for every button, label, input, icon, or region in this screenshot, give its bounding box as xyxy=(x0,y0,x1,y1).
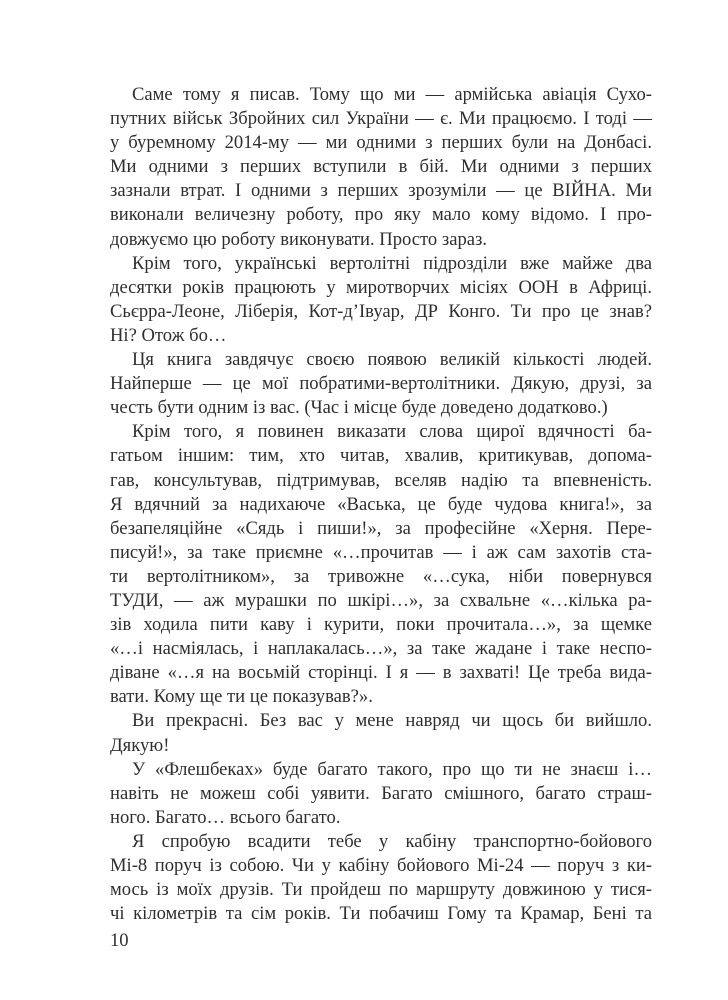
text-line: чі кілометрів та сім років. Ти побачиш Гому та Крамар, Бені та xyxy=(110,903,652,925)
paragraph xyxy=(110,830,652,926)
text-line: мось із моїх друзів. Ти пройдеш по маршруту довжиною у тися- xyxy=(110,879,652,901)
text-line: Крім того, я повинен виказати слова щирої вдячності ба- xyxy=(132,421,652,443)
text-line: писуй!», за таке приємне «…прочитав — і аж сам захотів ста- xyxy=(110,541,652,563)
text-line: ТУДИ, — аж мурашки по шкірі…», за схвальне «…кілька ра- xyxy=(110,589,652,611)
text-line: Я вдячний за надихаюче «Васька, це буде чудова книга!», за xyxy=(110,493,652,515)
text-line: честь бути одним із вас. (Час і місце буде доведено додатково.) xyxy=(110,397,608,419)
text-line: у буремному 2014-му — ми одними з перших були на Донбасі. xyxy=(110,132,652,154)
text-line: Крім того, українські вертолітні підрозділи вже майже два xyxy=(132,252,652,274)
text-line: зазнали втрат. І одними з перших зрозуміли — це ВІЙНА. Ми xyxy=(110,180,652,202)
text-line: Мі-8 поруч із собою. Чи у кабіну бойового Мі-24 — поруч з ки- xyxy=(110,855,652,876)
text-line: навіть не можеш собі уявити. Багато смішного, багато страш- xyxy=(110,782,652,804)
text-line: діване «…я на восьмій сторінці. І я — в захваті! Це треба вида- xyxy=(110,662,652,684)
text-line: «…і насміялась, і наплакалась…», за таке жадане і таке неспо- xyxy=(110,638,652,660)
text-line: Найперше — це мої побратими-вертолітники. Дякую, друзі, за xyxy=(110,373,652,395)
paragraph xyxy=(110,252,652,348)
paragraph xyxy=(110,83,652,252)
text-line: ти вертолітником», за тривожне «…сука, ніби повернувся xyxy=(110,565,652,587)
paragraph xyxy=(110,758,652,830)
paragraph xyxy=(110,420,652,709)
text-line: гатьом іншим: тим, хто читав, хвалив, критикував, допома- xyxy=(110,445,652,467)
text-line: Ні? Отож бо… xyxy=(110,324,227,346)
text-line: Сьєрра-Леоне, Ліберія, Кот-д’Івуар, ДР Конго. Ти про це знав? xyxy=(110,300,652,322)
text-line: Саме тому я писав. Тому що ми — армійська авіація Сухо- xyxy=(132,84,652,105)
text-line: виконали величезну роботу, про яку мало кому відомо. І про- xyxy=(110,204,652,226)
text-line: У «Флешбеках» буде багато такого, про що ти не знаєш і… xyxy=(132,758,652,780)
text-line: Дякую! xyxy=(110,734,170,756)
text-line: путних військ Збройних сил України — є. Ми працюємо. І тоді — xyxy=(110,108,652,130)
text-line: ного. Багато… всього багато. xyxy=(110,806,341,828)
paragraph xyxy=(110,709,652,757)
text-line: Ви прекрасні. Без вас у мене навряд чи щось би вийшло. xyxy=(132,710,652,732)
page-body-text xyxy=(110,83,652,926)
text-line: Я спробую всадити тебе у кабіну транспортно-бойового xyxy=(132,830,652,852)
text-line: зів ходила пити каву і курити, поки прочитала…», за щемке xyxy=(110,614,652,636)
text-line: десятки років працюють у миротворчих місіях ООН в Африці. xyxy=(110,276,652,298)
text-line: довжуємо цю роботу виконувати. Просто зараз. xyxy=(110,228,488,250)
page-number: 10 xyxy=(110,930,129,951)
text-line: безапеляційне «Сядь і пиши!», за професійне «Херня. Пере- xyxy=(110,517,652,539)
text-line: гав, консультував, підтримував, вселяв надію та впевненість. xyxy=(110,469,652,491)
text-line: Ми одними з перших вступили в бій. Ми одними з перших xyxy=(110,156,652,178)
paragraph xyxy=(110,348,652,420)
text-line: Ця книга завдячує своєю появою великій кількості людей. xyxy=(132,349,652,371)
text-line: вати. Кому ще ти це показував?». xyxy=(110,686,373,708)
